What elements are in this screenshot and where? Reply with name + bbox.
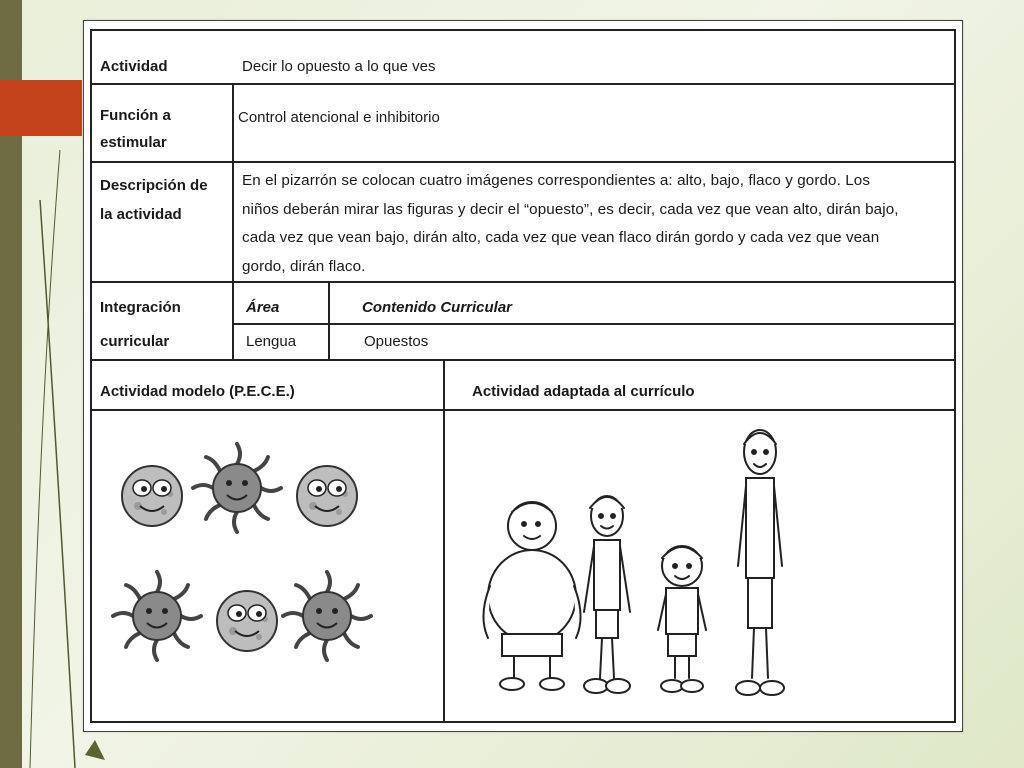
activity-table xyxy=(90,29,956,723)
header-actividad-adaptada: Actividad adaptada al currículo xyxy=(472,383,695,400)
sun-face-icon xyxy=(193,444,281,532)
label-descripcion-2: la actividad xyxy=(100,206,182,223)
value-funcion: Control atencional e inhibitorio xyxy=(238,109,440,126)
red-accent-tab xyxy=(0,80,82,136)
tall-boy-figure xyxy=(736,430,784,695)
thin-boy-figure xyxy=(584,496,630,693)
header-actividad-modelo: Actividad modelo (P.E.C.E.) xyxy=(100,383,295,400)
label-integracion-2: curricular xyxy=(100,333,170,350)
value-actividad: Decir lo opuesto a lo que ves xyxy=(242,58,436,75)
moon-face-icon xyxy=(217,591,277,651)
value-contenido: Opuestos xyxy=(364,333,429,350)
kids-illustration xyxy=(472,416,792,716)
sun-face-icon xyxy=(283,572,371,660)
label-integracion-1: Integración xyxy=(100,299,181,316)
activity-sheet xyxy=(83,20,963,732)
label-funcion-1: Función a xyxy=(100,107,171,124)
short-boy-figure xyxy=(658,546,706,692)
description-line: niños deberán mirar las figuras y decir el “opuesto”, es decir, cada vez que vean alto, dirán bajo, xyxy=(242,200,899,218)
moon-sun-illustration xyxy=(102,426,432,686)
label-descripcion-1: Descripción de xyxy=(100,177,208,194)
fat-boy-figure xyxy=(483,502,580,690)
header-contenido: Contenido Curricular xyxy=(362,299,513,316)
description-line: cada vez que vean bajo, dirán alto, cada vez que vean flaco dirán gordo y cada vez que vean xyxy=(242,229,880,246)
label-funcion-2: estimular xyxy=(100,134,167,151)
description-line: gordo, dirán flaco. xyxy=(242,257,366,275)
header-area: Área xyxy=(246,299,280,316)
label-actividad: Actividad xyxy=(100,58,168,75)
sun-face-icon xyxy=(113,572,201,660)
description-text xyxy=(242,167,952,281)
moon-face-icon xyxy=(297,466,357,526)
description-line: En el pizarrón se colocan cuatro imágenes correspondientes a: alto, bajo, flaco y gordo. Los xyxy=(242,172,871,189)
value-area: Lengua xyxy=(246,333,297,350)
moon-face-icon xyxy=(122,466,182,526)
